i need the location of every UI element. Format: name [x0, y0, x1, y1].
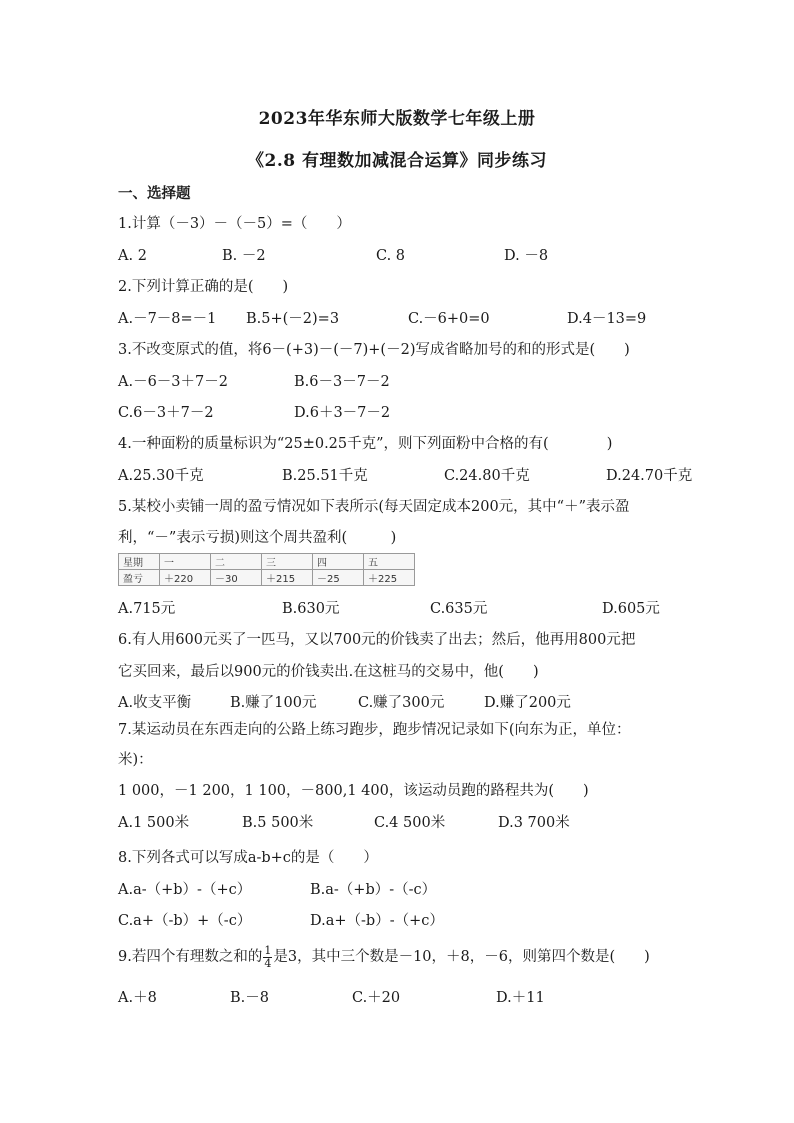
q2-option-d: D.4－13=9 — [567, 311, 647, 327]
question-6-options — [118, 693, 708, 713]
q8-option-c: C.a+（-b）+（-c） — [118, 913, 252, 929]
table-cell: 三 — [262, 554, 313, 570]
q3-option-b: B.6－3－7－2 — [294, 374, 390, 390]
question-6-stem-line1: 6.有人用600元买了一匹马，又以700元的价钱卖了出去；然后，他再用800元把 — [118, 632, 636, 648]
q9-option-a: A.＋8 — [118, 990, 157, 1006]
question-9-stem — [118, 944, 650, 970]
question-1-options — [118, 246, 708, 266]
question-3-options-row2 — [118, 403, 708, 423]
q9-option-c: C.＋20 — [352, 990, 401, 1006]
q7-option-b: B.5 500米 — [242, 815, 314, 831]
question-5-stem-line1: 5.某校小卖铺一周的盈亏情况如下表所示(每天固定成本200元，其中“＋”表示盈 — [118, 499, 630, 515]
table-cell: 五 — [364, 554, 415, 570]
question-4-stem: 4.一种面粉的质量标识为“25±0.25千克”，则下列面粉中合格的有( ) — [118, 436, 613, 452]
q9-option-b: B.－8 — [230, 990, 269, 1006]
table-cell: 星期 — [119, 554, 160, 570]
page-subtitle: 《2.8 有理数加减混合运算》同步练习 — [247, 151, 547, 171]
q2-option-b: B.5+(－2)=3 — [246, 311, 340, 327]
q2-option-a: A.－7－8=－1 — [118, 311, 217, 327]
table-cell: ＋225 — [364, 570, 415, 586]
question-7-stem-line1: 7.某运动员在东西走向的公路上练习跑步，跑步情况记录如下(向东为正，单位： — [118, 722, 631, 738]
fraction-numerator: 1 — [264, 943, 272, 957]
table-cell: 盈亏 — [119, 570, 160, 586]
question-5-options — [118, 599, 708, 619]
q8-option-d: D.a+（-b）-（+c） — [310, 913, 444, 929]
q4-option-a: A.25.30千克 — [118, 468, 204, 484]
q7-option-a: A.1 500米 — [118, 815, 190, 831]
q1-option-b: B. －2 — [222, 248, 266, 264]
table-cell: －30 — [211, 570, 262, 586]
q6-option-d: D.赚了200元 — [484, 695, 571, 711]
q3-option-d: D.6＋3－7－2 — [294, 405, 391, 421]
q3-option-c: C.6－3＋7－2 — [118, 405, 214, 421]
table-row — [119, 570, 415, 586]
section-heading: 一、选择题 — [118, 185, 191, 202]
table-row — [119, 554, 415, 570]
q4-option-d: D.24.70千克 — [606, 468, 693, 484]
fraction-denominator: 4 — [264, 956, 272, 970]
question-2-stem: 2.下列计算正确的是( ) — [118, 279, 289, 295]
q3-option-a: A.－6－3＋7－2 — [118, 374, 228, 390]
question-7-options — [118, 813, 708, 833]
q4-option-c: C.24.80千克 — [444, 468, 530, 484]
q5-option-c: C.635元 — [430, 601, 488, 617]
question-8-stem: 8.下列各式可以写成a-b+c的是（ ） — [118, 850, 378, 866]
table-cell: 二 — [211, 554, 262, 570]
question-3-options-row1 — [118, 372, 708, 392]
q6-option-a: A.收支平衡 — [118, 695, 192, 711]
profit-loss-table — [118, 553, 415, 586]
question-3-stem: 3.不改变原式的值，将6－(+3)－(－7)+(－2)写成省略加号的和的形式是( ) — [118, 342, 630, 358]
table-cell: 四 — [313, 554, 364, 570]
q9-stem-after: 是3，其中三个数是－10，＋8，－6，则第四个数是( ) — [273, 949, 650, 965]
fraction-one-quarter — [263, 945, 272, 970]
question-9-options — [118, 988, 708, 1008]
page-title: 2023年华东师大版数学七年级上册 — [258, 109, 536, 129]
q9-option-d: D.＋11 — [496, 990, 545, 1006]
q6-option-c: C.赚了300元 — [358, 695, 445, 711]
question-8-options-row1 — [118, 880, 708, 900]
question-7-stem-line2: 米)： — [118, 752, 153, 768]
q4-option-b: B.25.51千克 — [282, 468, 368, 484]
q9-stem-before: 9.若四个有理数之和的 — [118, 949, 263, 965]
q8-option-b: B.a-（+b）-（-c） — [310, 882, 437, 898]
q1-option-a: A. 2 — [118, 248, 147, 264]
q2-option-c: C.－6+0=0 — [408, 311, 490, 327]
q5-option-b: B.630元 — [282, 601, 340, 617]
table-cell: 一 — [160, 554, 211, 570]
question-8-options-row2 — [118, 911, 708, 931]
question-2-options — [118, 309, 708, 329]
table-cell: －25 — [313, 570, 364, 586]
question-7-stem-line3: 1 000，－1 200，1 100，－800,1 400，该运动员跑的路程共为( ) — [118, 783, 589, 799]
q1-option-c: C. 8 — [376, 248, 406, 264]
question-1-stem: 1.计算（－3）－（－5）=（ ） — [118, 216, 351, 232]
q5-option-a: A.715元 — [118, 601, 176, 617]
question-4-options — [118, 466, 708, 486]
question-5-stem-line2: 利，“－”表示亏损)则这个周共盈利( ) — [118, 530, 397, 546]
table-cell: ＋215 — [262, 570, 313, 586]
q5-option-d: D.605元 — [602, 601, 660, 617]
q6-option-b: B.赚了100元 — [230, 695, 317, 711]
q7-option-d: D.3 700米 — [498, 815, 570, 831]
table-cell: ＋220 — [160, 570, 211, 586]
question-6-stem-line2: 它买回来，最后以900元的价钱卖出.在这桩马的交易中，他( ) — [118, 664, 539, 680]
q1-option-d: D. －8 — [504, 248, 549, 264]
q7-option-c: C.4 500米 — [374, 815, 446, 831]
q8-option-a: A.a-（+b）-（+c） — [118, 882, 252, 898]
